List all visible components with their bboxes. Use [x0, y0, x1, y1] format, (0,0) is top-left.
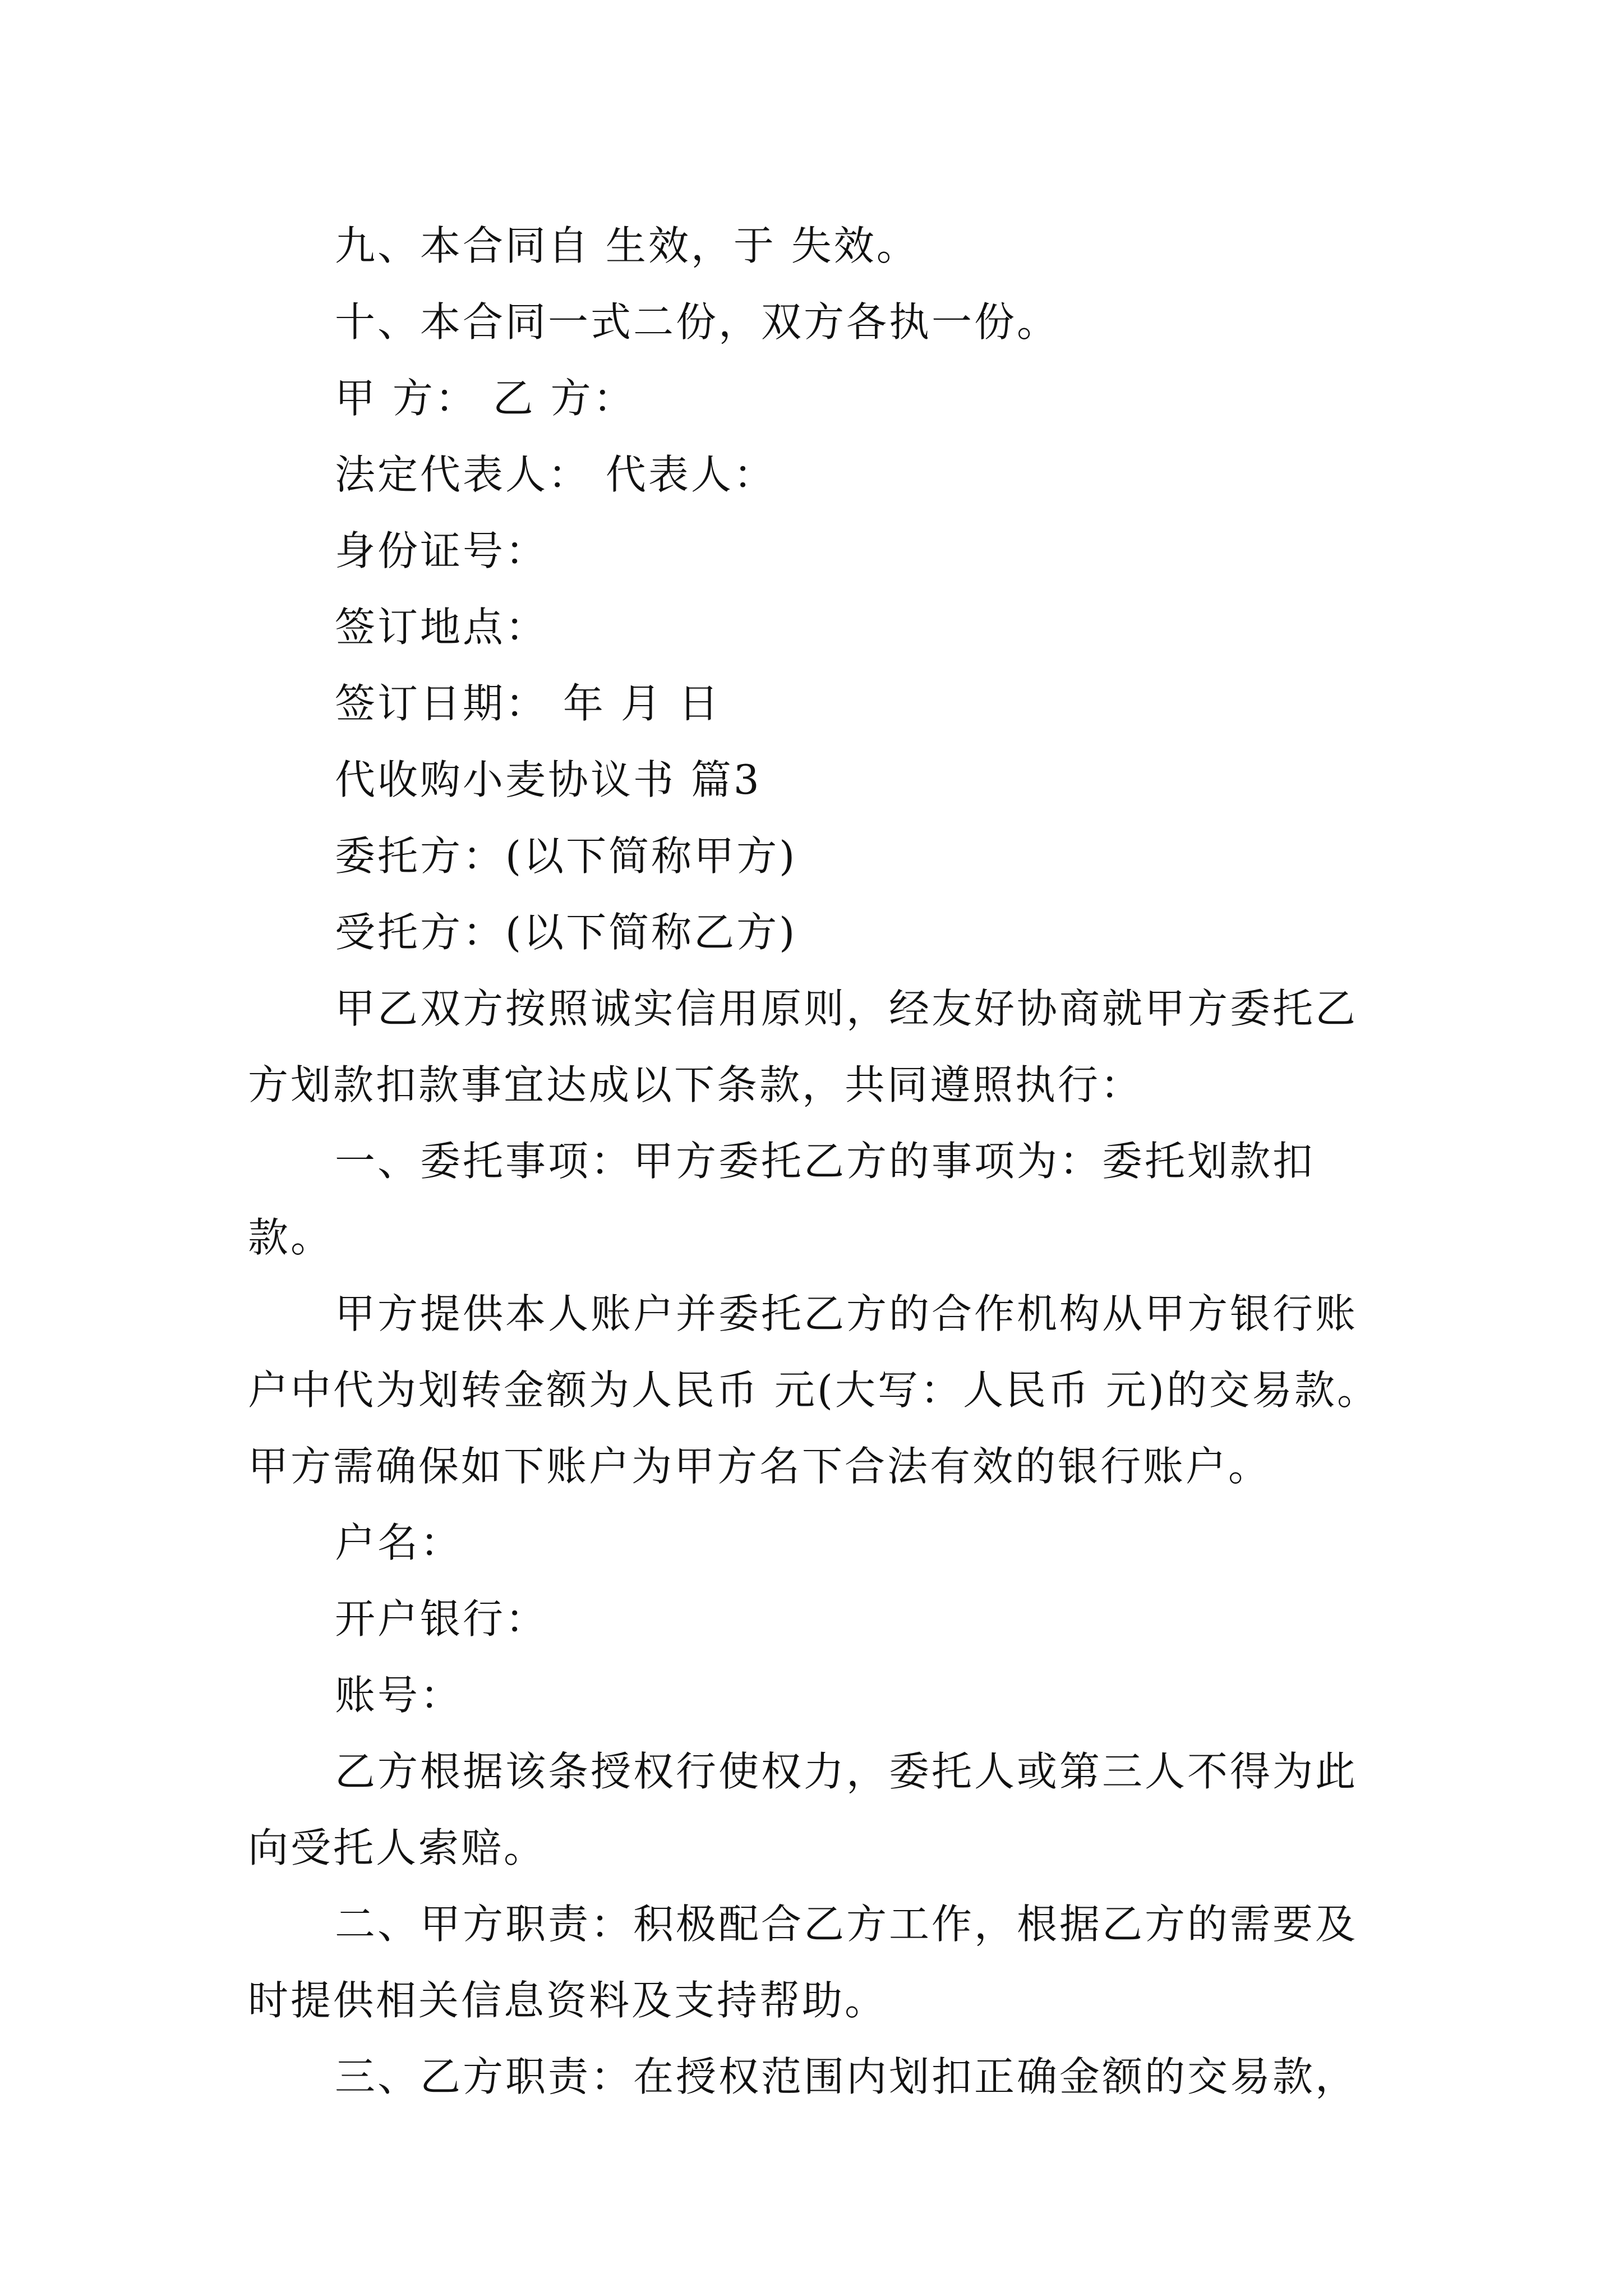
preamble-paragraph: 甲乙双方按照诚实信用原则，经友好协商就甲方委托乙方划款扣款事宜达成以下条款，共同遵照执行： [248, 985, 1358, 1108]
clause-2-party-a-duties: 二、甲方职责：积极配合乙方工作，根据乙方的需要及时提供相关信息资料及支持帮助。 [248, 1901, 1358, 2024]
signing-place-line: 签订地点： [335, 604, 548, 651]
authorization-paragraph: 乙方根据该条授权行使权力，委托人或第三人不得为此向受托人索赔。 [248, 1748, 1358, 1871]
opening-bank-line: 开户银行： [335, 1595, 548, 1642]
document-body [248, 208, 1395, 2115]
clause-10-copies: 十、本合同一式二份，双方各执一份。 [335, 298, 1060, 346]
account-number-line: 账号： [335, 1672, 463, 1719]
signature-parties-line: 甲 方： 乙 方： [335, 375, 636, 422]
legal-representative-line: 法定代表人： 代表人： [335, 451, 776, 498]
clause-3-party-b-duties: 三、乙方职责：在授权范围内划扣正确金额的交易款， [335, 2053, 1358, 2100]
clause-9-effective-period: 九、本合同自 生效，于 失效。 [335, 222, 919, 269]
signing-date-line: 签订日期： 年 月 日 [335, 680, 721, 727]
entrusting-party-line: 委托方：(以下简称甲方) [335, 832, 797, 880]
account-transfer-paragraph: 甲方提供本人账户并委托乙方的合作机构从甲方银行账户中代为划转金额为人民币 元(大写：人民币 元)的交易款。 甲方需确保如下账户为甲方名下合法有效的银行账户。 [248, 1290, 1395, 1490]
clause-1-entrusted-matter: 一、委托事项：甲方委托乙方的事项为：委托划款扣款。 [248, 1138, 1316, 1261]
id-number-line: 身份证号： [335, 527, 548, 574]
account-name-line: 户名： [335, 1519, 463, 1566]
entrusted-party-line: 受托方：(以下简称乙方) [335, 909, 797, 956]
section-title: 代收购小麦协议书 篇3 [335, 756, 762, 803]
